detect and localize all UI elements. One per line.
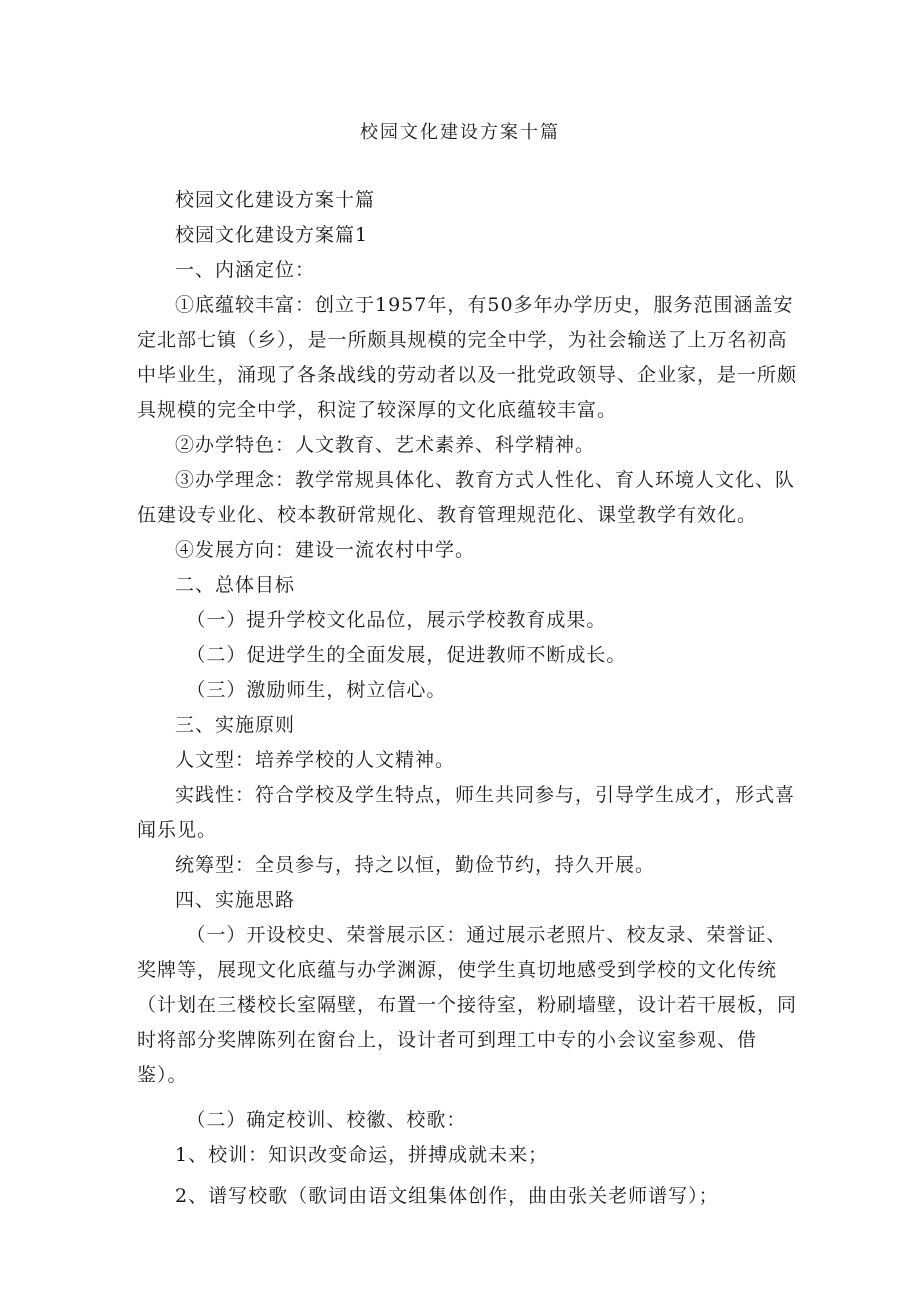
paragraph: ④发展方向：建设一流农村中学。 [175, 539, 476, 561]
paragraph-subheading: 校园文化建设方案篇1 [175, 224, 369, 246]
paragraph: 实践性：符合学校及学生特点，师生共同参与，引导学生成才，形式喜闻乐见。 [137, 784, 796, 841]
section-heading-4: 四、实施思路 [175, 889, 296, 911]
paragraph: ①底蕴较丰富：创立于1957年，有50多年办学历史，服务范围涵盖安定北部七镇（乡），是一所颇具规模的完全中学，为社会输送了上万名初高中毕业生，涌现了各条战线的劳动者以及一批党政领导、企业家，是一所颇具规模的完全中学，积淀了较深厚的文化底蕴较丰富。 [137, 294, 798, 421]
document-body [137, 183, 797, 1214]
list-item: （三）激励师生，树立信心。 [186, 679, 447, 701]
section-heading-2: 二、总体目标 [175, 574, 296, 596]
paragraph: （二）确定校训、校徽、校歌： [186, 1109, 467, 1131]
document-title: 校园文化建设方案十篇 [360, 122, 560, 143]
list-item: （二）促进学生的全面发展，促进教师不断成长。 [186, 644, 627, 666]
paragraph: ②办学特色：人文教育、艺术素养、科学精神。 [175, 434, 596, 456]
paragraph: ③办学理念：教学常规具体化、教育方式人性化、育人环境人文化、队伍建设专业化、校本教研常规化、教育管理规范化、课堂教学有效化。 [137, 469, 796, 526]
paragraph: 统筹型：全员参与，持之以恒，勤俭节约，持久开展。 [175, 854, 656, 876]
paragraph: 人文型：培养学校的人文精神。 [175, 749, 456, 771]
paragraph: （一）开设校史、荣誉展示区：通过展示老照片、校友录、荣誉证、奖牌等，展现文化底蕴与办学渊源，使学生真切地感受到学校的文化传统（计划在三楼校长室隔壁，布置一个接待室，粉刷墙壁，设计若干展板，同时将部分奖牌陈列在窗台上，设计者可到理工中专的小会议室参观、借鉴）。 [137, 924, 798, 1086]
list-item: 1、校训：知识改变命运，拼搏成就未来； [175, 1144, 549, 1166]
list-item: （一）提升学校文化品位，展示学校教育成果。 [186, 609, 607, 631]
section-heading-1: 一、内涵定位： [175, 259, 316, 281]
section-heading-3: 三、实施原则 [175, 714, 296, 736]
paragraph-heading: 校园文化建设方案十篇 [175, 189, 376, 211]
list-item: 2、谱写校歌（歌词由语文组集体创作，曲由张关老师谱写）； [175, 1185, 719, 1207]
